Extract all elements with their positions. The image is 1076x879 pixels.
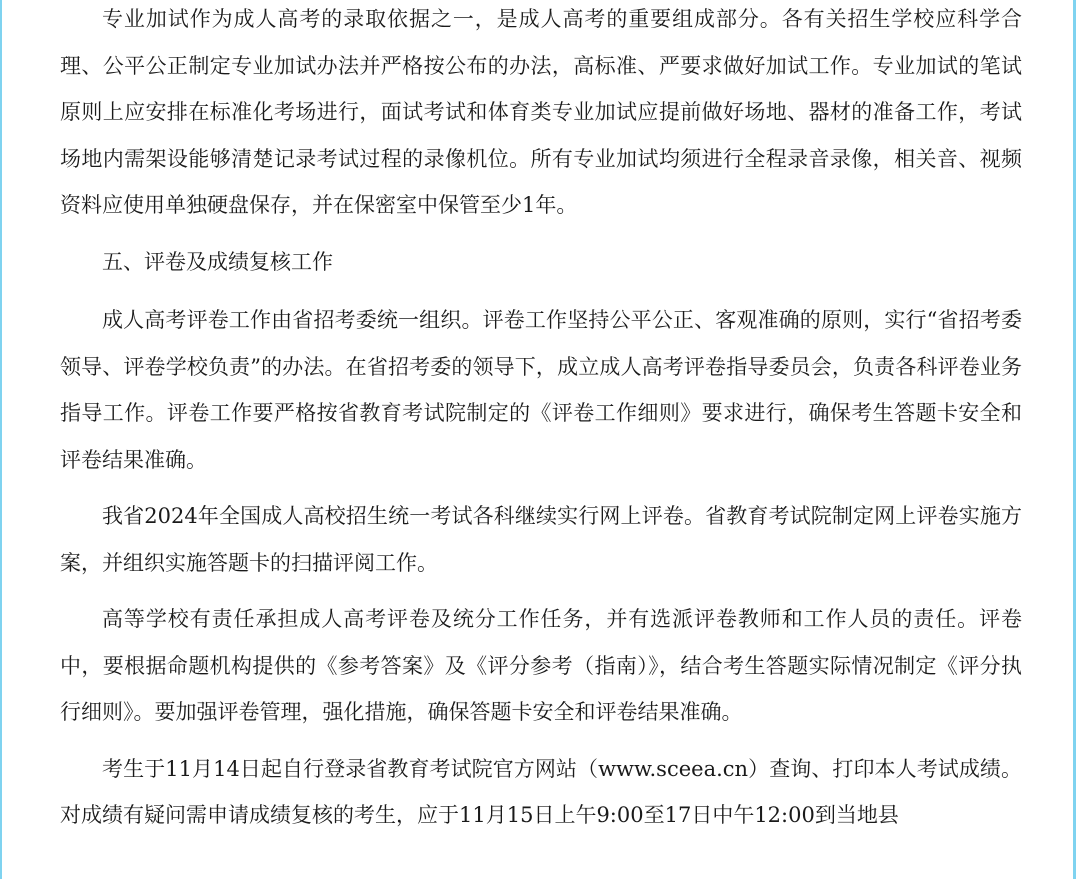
frame-border-left: [0, 0, 2, 879]
article-body: [60, 0, 1022, 849]
paragraph-university-responsibility: 高等学校有责任承担成人高考评卷及统分工作任务，并有选派评卷教师和工作人员的责任。评卷中，要根据命题机构提供的《参考答案》及《评分参考（指南）》，结合考生答题实际情况制定《评分执行细则》。要加强评卷管理，强化措施，确保答题卡安全和评卷结果准确。: [60, 607, 1022, 724]
paragraph-online-grading: 我省2024年全国成人高校招生统一考试各科继续实行网上评卷。省教育考试院制定网上评卷实施方案，并组织实施答题卡的扫描评阅工作。: [60, 504, 1022, 575]
paragraph-professional-test: 专业加试作为成人高考的录取依据之一，是成人高考的重要组成部分。各有关招生学校应科学合理、公平公正制定专业加试办法并严格按公布的办法，高标准、严要求做好加试工作。专业加试的笔试原则上应安排在标准化考场进行，面试考试和体育类专业加试应提前做好场地、器材的准备工作，考试场地内需架设能够清楚记录考试过程的录像机位。所有专业加试均须进行全程录音录像，相关音、视频资料应使用单独硬盘保存，并在保密室中保管至少1年。: [60, 7, 1022, 217]
paragraph-grading-organization: 成人高考评卷工作由省招考委统一组织。评卷工作坚持公平公正、客观准确的原则，实行“省招考委领导、评卷学校负责”的办法。在省招考委的领导下，成立成人高考评卷指导委员会，负责各科评卷业务指导工作。评卷工作要严格按省教育考试院制定的《评卷工作细则》要求进行，确保考生答题卡安全和评卷结果准确。: [60, 308, 1022, 472]
section-heading-grading: 五、评卷及成绩复核工作: [102, 249, 333, 274]
paragraph-score-query: 考生于11月14日起自行登录省教育考试院官方网站（www.sceea.cn）查询、打印本人考试成绩。对成绩有疑问需申请成绩复核的考生，应于11月15日上午9:00至17日中午12:00到当地县: [60, 756, 1022, 827]
